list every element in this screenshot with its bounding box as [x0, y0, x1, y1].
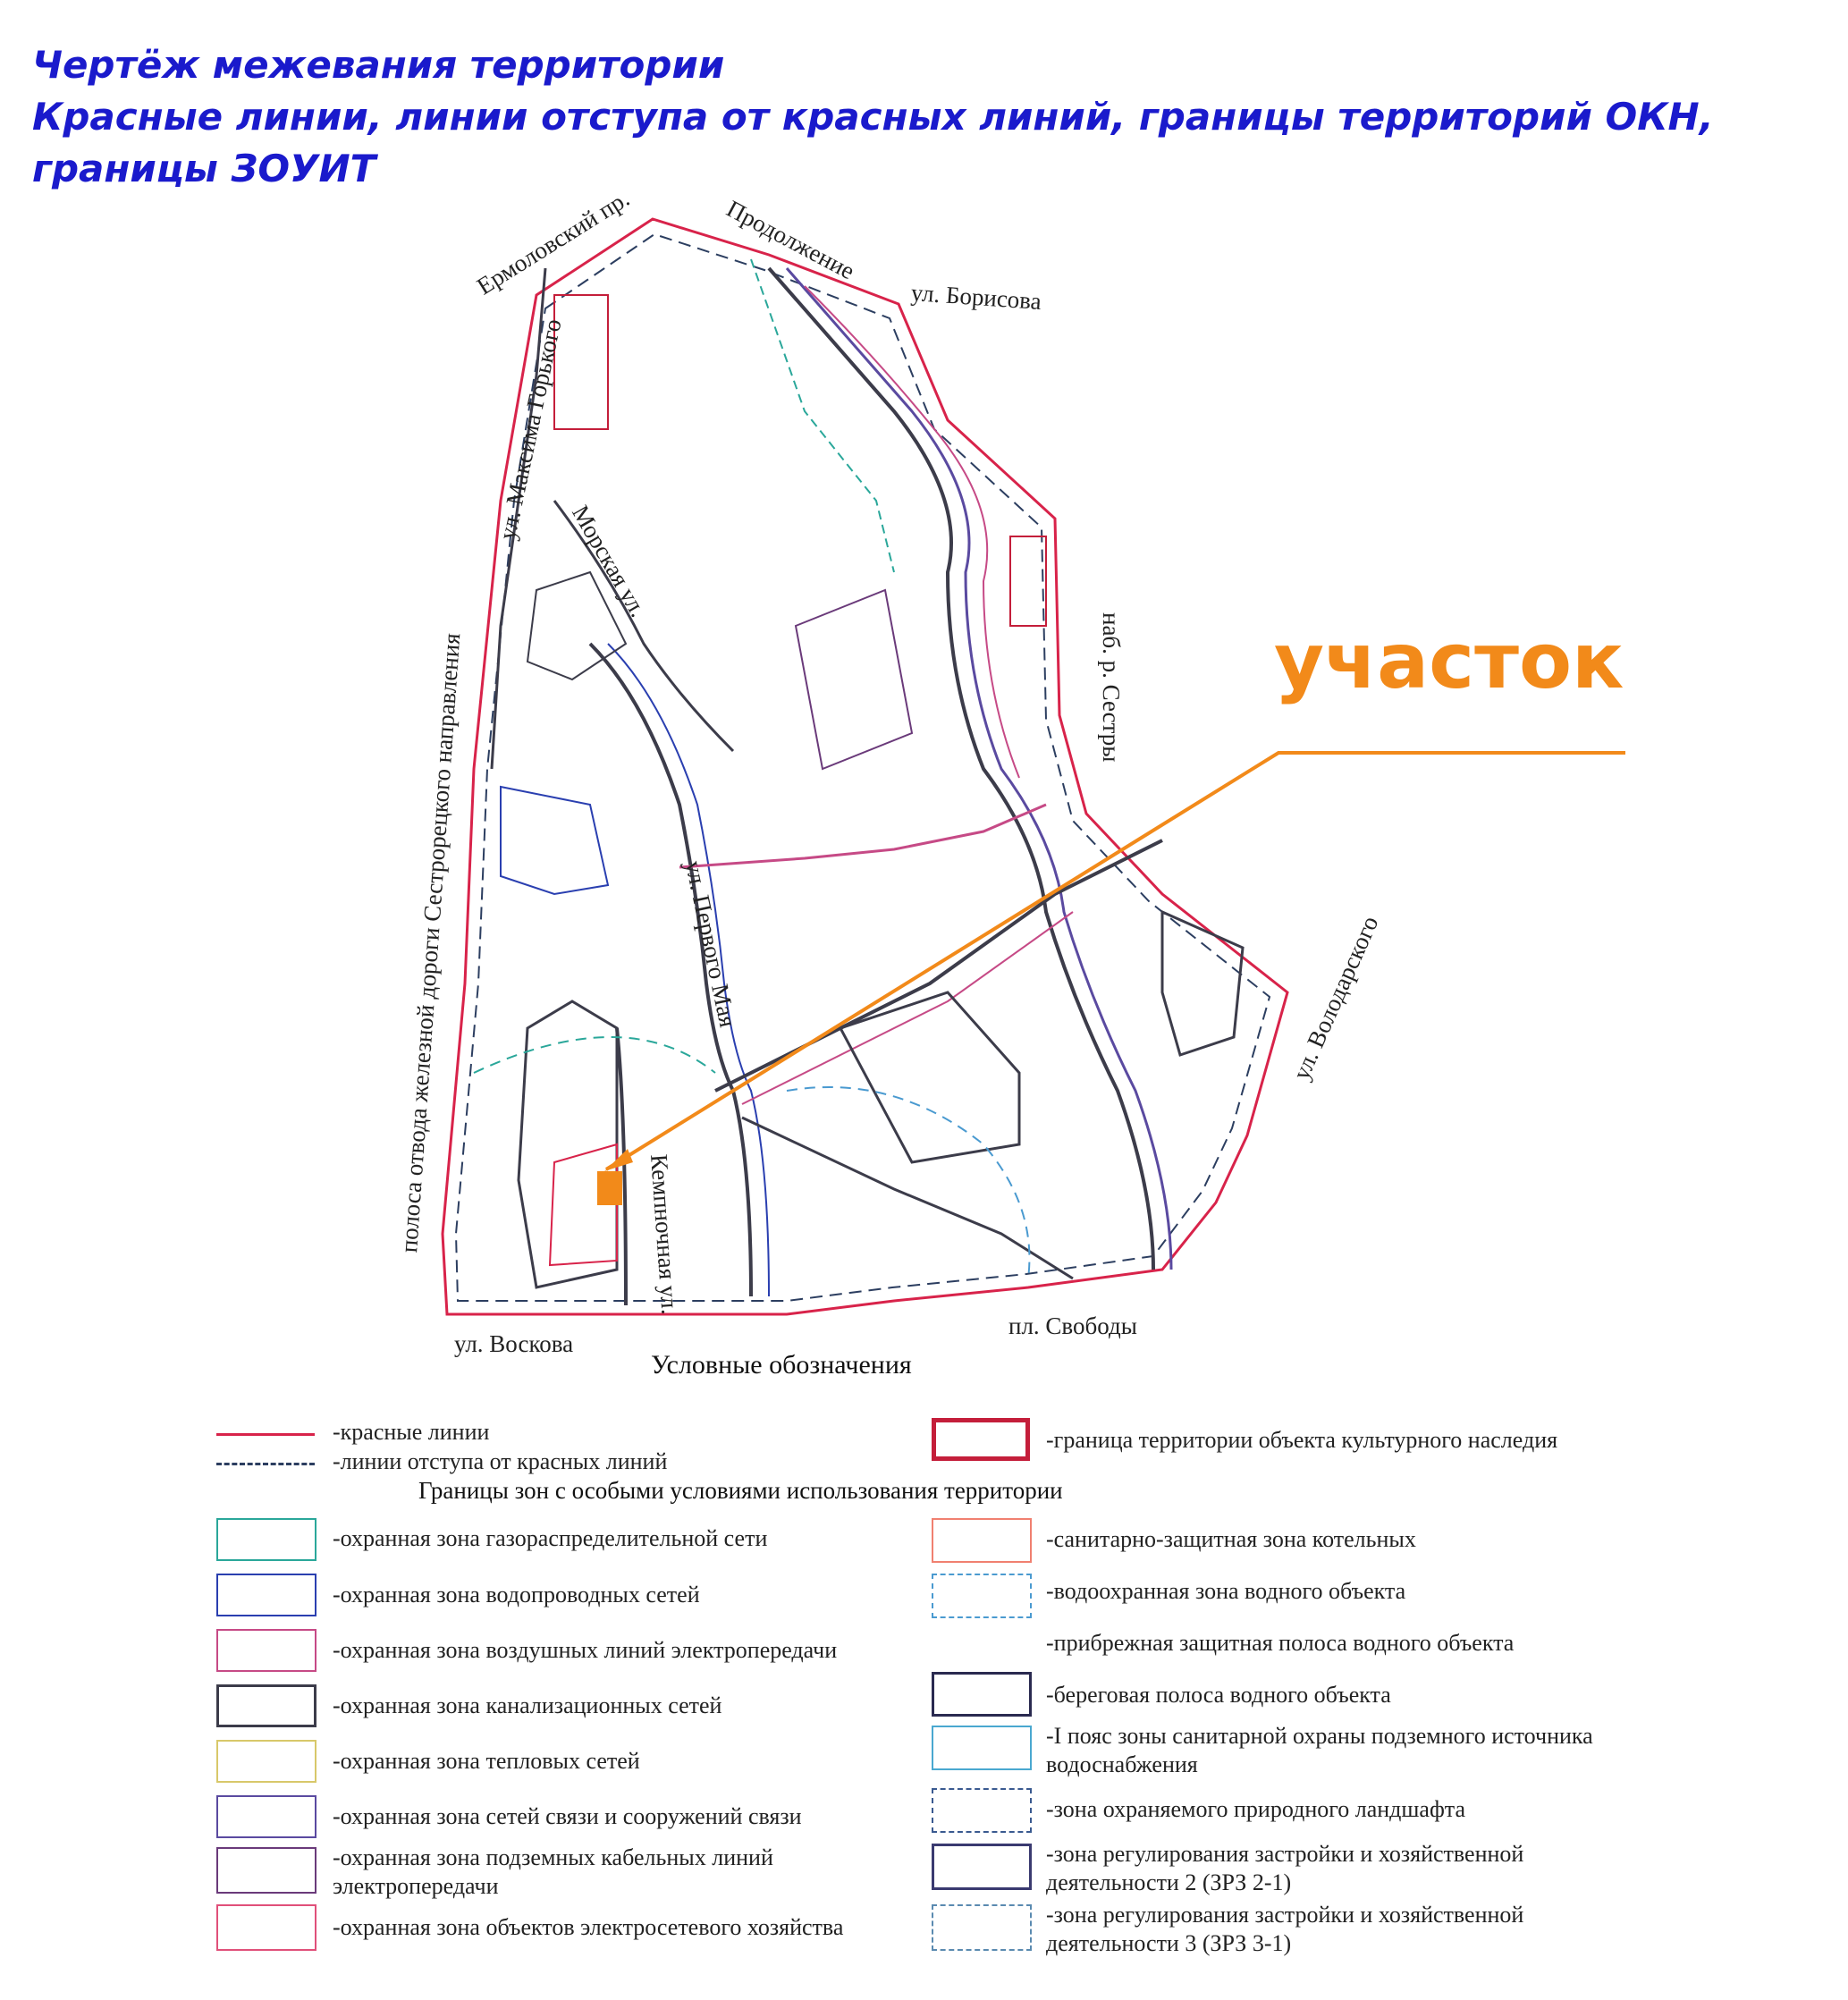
street-label-pervogo-maya: ул. Первого Мая: [679, 858, 742, 1030]
zrz3-zone-swatch: [932, 1904, 1032, 1951]
legend-right-item-1: -санитарно-защитная зона котельных: [1046, 1526, 1416, 1552]
water-pipe-zone-swatch: [216, 1574, 316, 1616]
heritage-swatch: [932, 1418, 1030, 1461]
legend-right-item-4: -береговая полоса водного объекта: [1046, 1682, 1391, 1708]
plot-marker: [597, 1171, 622, 1205]
red-line-swatch: [216, 1433, 315, 1436]
cable-zone-swatch: [216, 1847, 316, 1894]
diagonal-street-line: [742, 1118, 1073, 1278]
legend-right-item-8: -зона регулирования застройки и хозяйственной деятельности 3 (ЗРЗ 3-1): [1046, 1902, 1524, 1956]
block-west-lower: [519, 1001, 617, 1287]
legend-red-lines: -красные линии: [333, 1419, 490, 1445]
legend-left-item-3: -охранная зона воздушных линий электропередачи: [333, 1637, 838, 1663]
building-block-center: [796, 590, 912, 769]
sewer-zone-swatch: [216, 1684, 316, 1727]
heritage-block-east: [1010, 536, 1046, 626]
street-label-gorkogo: ул. Максима Горького: [494, 316, 567, 543]
shore-band-swatch: [932, 1672, 1032, 1717]
grid-zone-swatch: [216, 1904, 316, 1951]
power-line-zone-swatch: [216, 1629, 316, 1672]
street-pervogo-maya-line-2: [608, 644, 769, 1296]
sanitary-belt-swatch: [932, 1726, 1032, 1770]
river-channel-line-3: [805, 286, 1019, 778]
plot-leader-arrow: [604, 1149, 633, 1171]
boiler-zone-swatch: [932, 1518, 1032, 1563]
street-label-sestra: наб. р. Сестры: [1098, 612, 1125, 763]
legend-left-item-1: -охранная зона газораспределительной сети: [333, 1525, 768, 1551]
water-protection-zone-swatch: [932, 1574, 1032, 1618]
building-block-south: [840, 992, 1019, 1162]
street-label-prodolzhenie: Продолжение: [721, 195, 859, 285]
gas-zone-line: [751, 259, 894, 572]
legend-left-item-2: -охранная зона водопроводных сетей: [333, 1582, 700, 1608]
legend-right-item-5: -I пояс зоны санитарной охраны подземного источника водоснабжения: [1046, 1723, 1593, 1777]
title-line-1: Чертёж межевания территории: [32, 43, 725, 87]
street-label-railway: полоса отвода железной дороги Сестрорецкого направления: [395, 632, 466, 1254]
building-block-southeast: [1162, 912, 1243, 1055]
block-west-middle: [501, 787, 608, 894]
legend-left-item-6: -охранная зона сетей связи и сооружений связи: [333, 1803, 802, 1829]
gas-zone-swatch: [216, 1518, 316, 1561]
comms-zone-swatch: [216, 1795, 316, 1838]
setback-line-swatch: [216, 1463, 315, 1465]
street-label-morskaya: Морская ул.: [567, 501, 653, 622]
plot-leader-line: [606, 753, 1625, 1169]
legend-right-item-7: -зона регулирования застройки и хозяйственной деятельности 2 (ЗРЗ 2-1): [1046, 1841, 1524, 1895]
legend-right-item-2: -водоохранная зона водного объекта: [1046, 1578, 1406, 1604]
heat-zone-swatch: [216, 1740, 316, 1783]
river-channel-line: [769, 268, 1153, 1270]
legend-left-item-7: -охранная зона подземных кабельных линий электропередачи: [333, 1844, 773, 1899]
territory-red-line: [443, 219, 1287, 1314]
street-label-volodarskogo: ул. Володарского: [1287, 912, 1384, 1084]
legend-left-item-5: -охранная зона тепловых сетей: [333, 1748, 640, 1774]
title-line-2: Красные линии, линии отступа от красных линий, границы территорий ОКН,: [32, 95, 1714, 139]
heritage-block-north: [554, 295, 608, 429]
legend-right-item-6: -зона охраняемого природного ландшафта: [1046, 1796, 1466, 1822]
legend-subtitle: Границы зон с особыми условиями использования территории: [418, 1477, 1063, 1504]
water-protection-zone-arc: [474, 1037, 715, 1073]
territory-setback-line: [456, 234, 1270, 1301]
zrz2-zone-swatch: [932, 1844, 1032, 1890]
legend-left-item-4: -охранная зона канализационных сетей: [333, 1692, 722, 1718]
cross-street-line-2: [742, 912, 1073, 1104]
street-label-ermolovsky: Ермоловский пр.: [472, 184, 635, 300]
legend-left-item-8: -охранная зона объектов электросетевого хозяйства: [333, 1914, 844, 1940]
street-label-borisova: ул. Борисова: [909, 279, 1042, 316]
street-label-voskova: ул. Воскова: [454, 1330, 574, 1357]
title-line-3: границы ЗОУИТ: [32, 147, 376, 190]
legend-right-item-3: -прибрежная защитная полоса водного объекта: [1046, 1630, 1515, 1656]
legend-title: Условные обозначения: [651, 1350, 912, 1380]
street-label-kemnomochnaya: Кемпночная ул.: [646, 1153, 684, 1316]
landscape-zone-swatch: [932, 1788, 1032, 1833]
street-label-svobody: пл. Свободы: [1008, 1312, 1137, 1339]
cross-street-line-3: [679, 805, 1046, 867]
legend-heritage: -граница территории объекта культурного наследия: [1046, 1427, 1558, 1453]
water-protection-zone-arc-2: [787, 1087, 1029, 1278]
cross-street-line: [715, 840, 1162, 1091]
plot-label: участок: [1274, 617, 1624, 706]
legend-setback-lines: -линии отступа от красных линий: [333, 1448, 668, 1474]
river-channel-line-2: [787, 268, 1171, 1270]
